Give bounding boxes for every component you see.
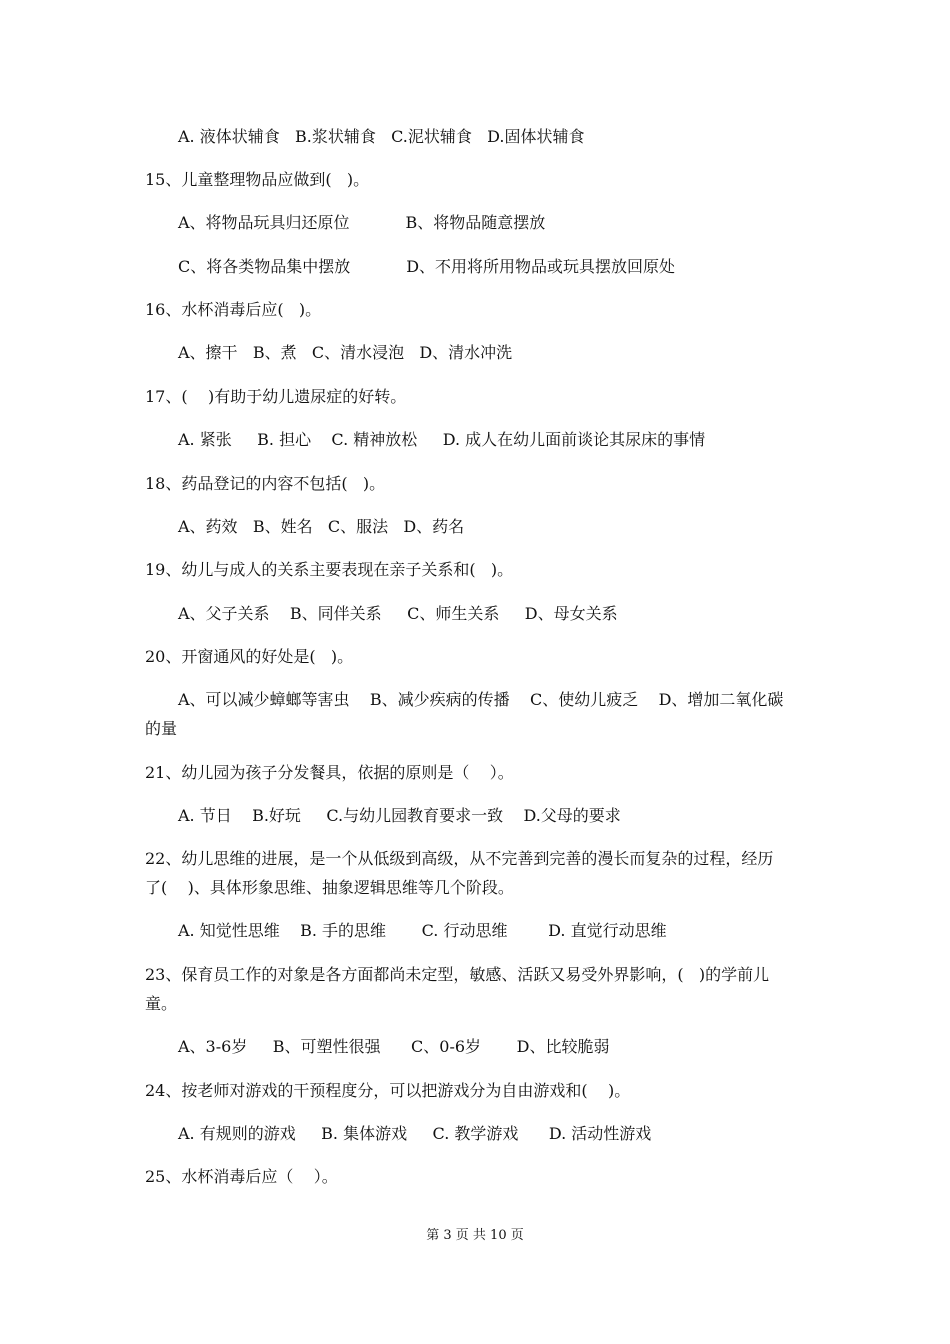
question-line: 21、幼儿园为孩子分发餐具，依据的原则是（ ）。: [145, 763, 514, 782]
question-line: 15、儿童整理物品应做到( )。: [145, 170, 370, 189]
answer-options-line: A. 液体状辅食 B.浆状辅食 C.泥状辅食 D.固体状辅食: [178, 127, 585, 146]
question-line: 童。: [145, 994, 178, 1013]
question-line: 18、药品登记的内容不包括( )。: [145, 474, 386, 493]
question-line: 25、水杯消毒后应（ ）。: [145, 1167, 338, 1186]
question-line: 16、水杯消毒后应( )。: [145, 300, 322, 319]
question-line: 的量: [145, 719, 178, 738]
answer-options-line: C、将各类物品集中摆放 D、不用将所用物品或玩具摆放回原处: [178, 257, 676, 276]
question-line: 19、幼儿与成人的关系主要表现在亲子关系和( )。: [145, 560, 514, 579]
answer-options-line: A. 知觉性思维 B. 手的思维 C. 行动思维 D. 直觉行动思维: [178, 921, 667, 940]
question-line: 20、开窗通风的好处是( )。: [145, 647, 354, 666]
answer-options-line: A、药效 B、姓名 C、服法 D、药名: [178, 517, 465, 536]
answer-options-line: A、可以减少蟑螂等害虫 B、减少疾病的传播 C、使幼儿疲乏 D、增加二氧化碳: [178, 690, 784, 709]
answer-options-line: A、擦干 B、煮 C、清水浸泡 D、清水冲洗: [178, 343, 513, 362]
answer-options-line: A. 有规则的游戏 B. 集体游戏 C. 教学游戏 D. 活动性游戏: [178, 1124, 652, 1143]
question-line: 23、保育员工作的对象是各方面都尚未定型，敏感、活跃又易受外界影响，( )的学前儿: [145, 965, 770, 984]
answer-options-line: A. 紧张 B. 担心 C. 精神放松 D. 成人在幼儿面前谈论其尿床的事情: [178, 430, 706, 449]
question-line: 22、幼儿思维的进展，是一个从低级到高级，从不完善到完善的漫长而复杂的过程，经历: [145, 849, 774, 868]
page-footer: 第 3 页 共 10 页: [426, 1228, 524, 1243]
answer-options-line: A. 节日 B.好玩 C.与幼儿园教育要求一致 D.父母的要求: [178, 806, 621, 825]
answer-options-line: A、父子关系 B、同伴关系 C、师生关系 D、母女关系: [178, 604, 618, 623]
question-line: 17、( )有助于幼儿遗尿症的好转。: [145, 387, 407, 406]
answer-options-line: A、3-6岁 B、可塑性很强 C、0-6岁 D、比较脆弱: [178, 1037, 610, 1056]
answer-options-line: A、将物品玩具归还原位 B、将物品随意摆放: [178, 213, 546, 232]
question-line: 24、按老师对游戏的干预程度分，可以把游戏分为自由游戏和( )。: [145, 1081, 631, 1100]
question-line: 了( )、具体形象思维、抽象逻辑思维等几个阶段。: [145, 878, 514, 897]
